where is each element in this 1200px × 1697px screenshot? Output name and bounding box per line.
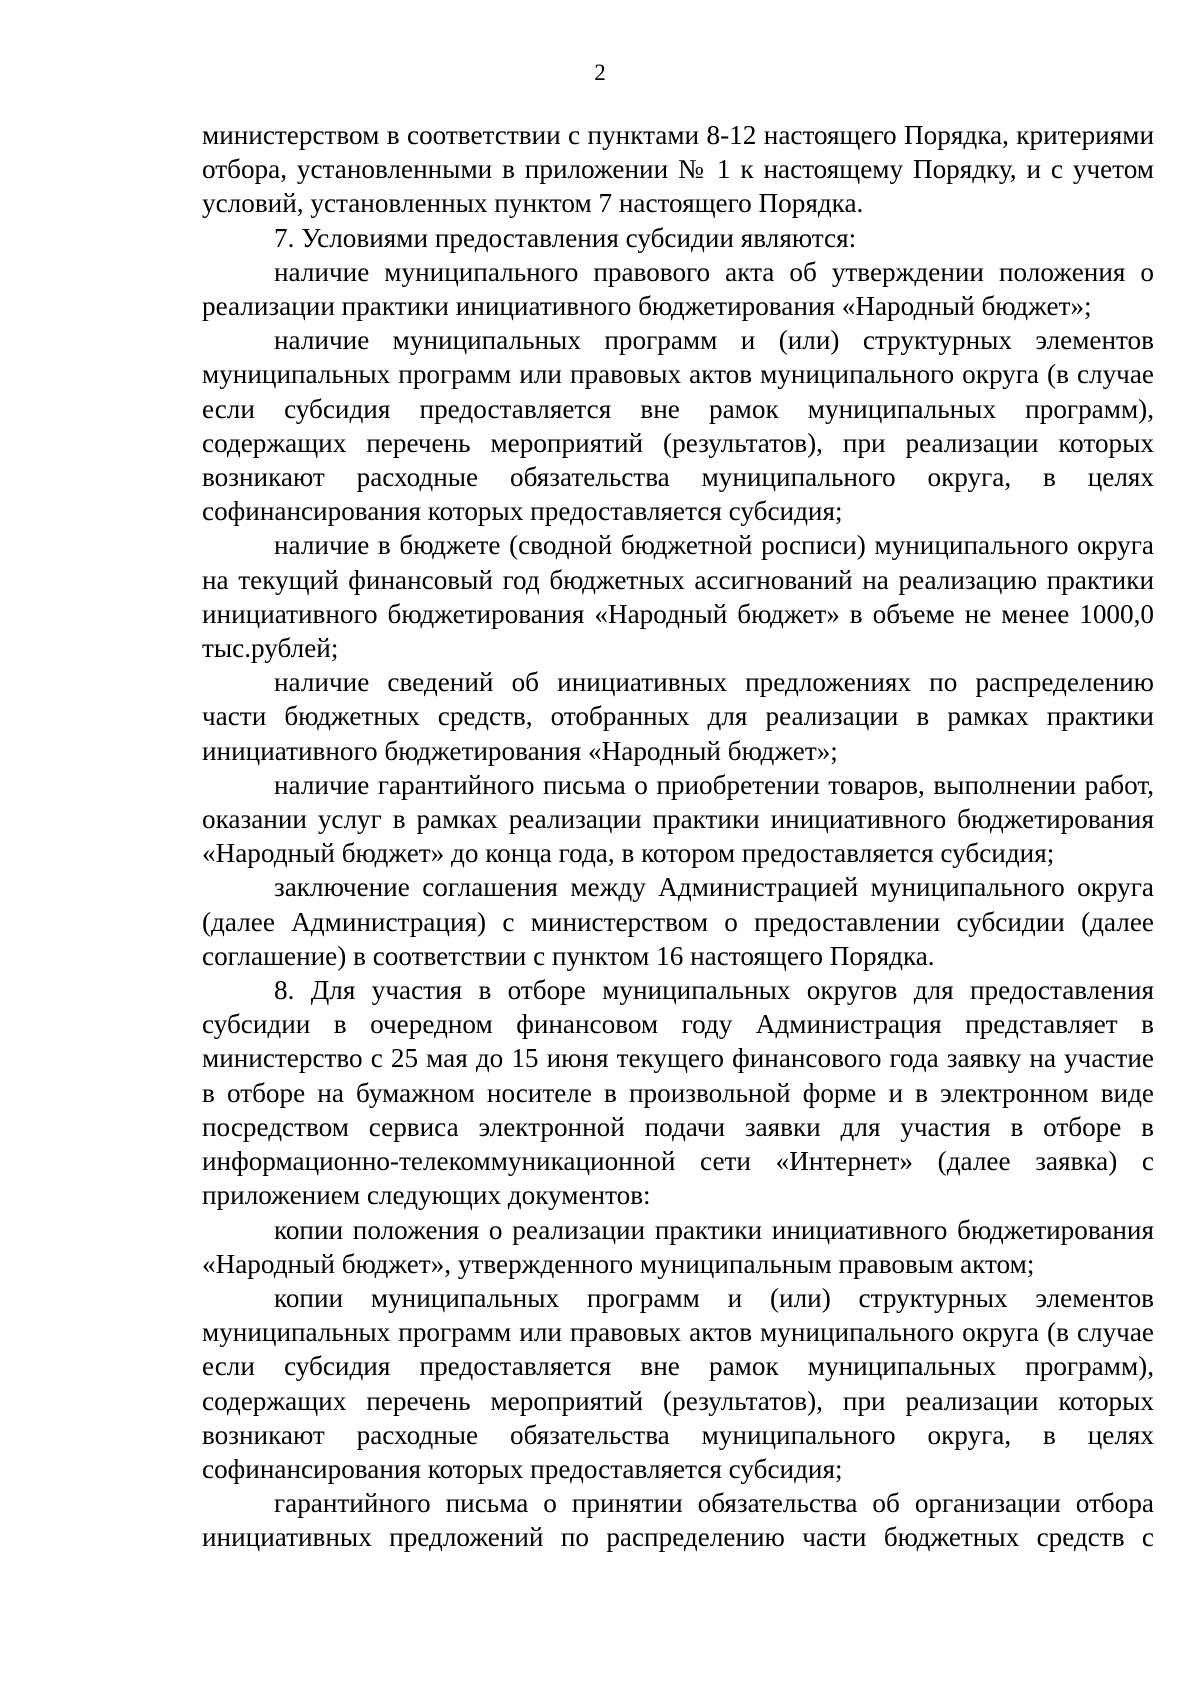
paragraph-clause-8: 8. Для участия в отборе муниципальных округов для предоставления субсидии в очередном финансовом году Администрация представляет в министерство с 25 мая до 15 июня текущего финансового года заявку на участие в отборе на бумажном носителе в произвольной форме и в электронном виде посредством сервиса электронной подачи заявки для участия в отборе в информационно-телекоммуникационной сети «Интернет» (далее заявка) с приложением следующих документов:: [202, 975, 1154, 1211]
paragraph-doc-programs-copy: копии муниципальных программ и (или) структурных элементов муниципальных программ или правовых актов муниципального округа (в случае если субсидия предоставляется вне рамок муниципальных программ), содержащих перечень мероприятий (результатов), при реализации которых возникают расходные обязательства муниципального округа, в целях софинансирования которых предоставляется субсидия;: [202, 1282, 1154, 1484]
paragraph-clause-7: 7. Условиями предоставления субсидии являются:: [274, 222, 857, 253]
paragraph-continuation: министерством в соответствии с пунктами 8-12 настоящего Порядка, критериями отбора, установленными в приложении № 1 к настоящему Порядку, и с учетом условий, установленных пунктом 7 настоящего Порядка.: [202, 120, 1154, 219]
paragraph-condition-legal-act: наличие муниципального правового акта об утверждении положения о реализации практики инициативного бюджетирования «Народный бюджет»;: [202, 256, 1154, 322]
paragraph-condition-agreement: заключение соглашения между Администрацией муниципального округа (далее Администрация) с министерством о предоставлении субсидии (далее соглашение) в соответствии с пунктом 16 настоящего Порядка.: [202, 872, 1154, 971]
page-number: 2: [594, 60, 606, 85]
document-body: [202, 118, 1154, 1555]
paragraph-condition-proposals: наличие сведений об инициативных предложениях по распределению части бюджетных средств, отобранных для реализации в рамках практики инициативного бюджетирования «Народный бюджет»;: [202, 667, 1154, 766]
paragraph-condition-budget: наличие в бюджете (сводной бюджетной росписи) муниципального округа на текущий финансовый год бюджетных ассигнований на реализацию практики инициативного бюджетирования «Народный бюджет» в объеме не менее 1000,0 тыс.рублей;: [202, 530, 1154, 664]
paragraph-condition-programs: наличие муниципальных программ и (или) структурных элементов муниципальных программ или правовых актов муниципального округа (в случае если субсидия предоставляется вне рамок муниципальных программ), содержащих перечень мероприятий (результатов), при реализации которых возникают расходные обязательства муниципального округа, в целях софинансирования которых предоставляется субсидия;: [202, 325, 1154, 527]
paragraph-doc-regulation-copy: копии положения о реализации практики инициативного бюджетирования «Народный бюджет», утвержденного муниципальным правовым актом;: [202, 1214, 1154, 1279]
paragraph-doc-guarantee-letter: гарантийного письма о принятии обязательства об организации отбора инициативных предложений по распределению части бюджетных средств с: [202, 1488, 1154, 1553]
paragraph-condition-guarantee-letter: наличие гарантийного письма о приобретении товаров, выполнении работ, оказании услуг в рамках реализации практики инициативного бюджетирования «Народный бюджет» до конца года, в котором предоставляется субсидия;: [202, 769, 1154, 869]
